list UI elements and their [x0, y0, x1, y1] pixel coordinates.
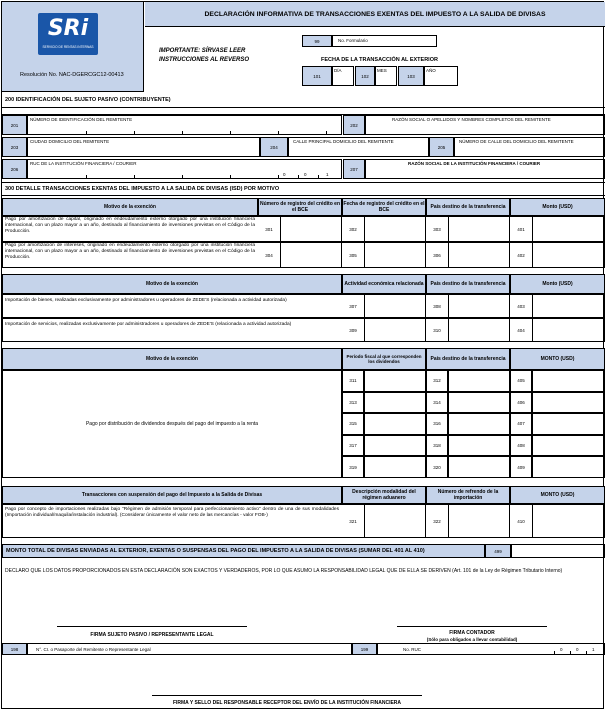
month-field[interactable]: [375, 66, 397, 86]
ruc2-suffix-2: 1: [592, 647, 595, 652]
field-402[interactable]: [532, 242, 605, 268]
code-205: 205: [429, 137, 454, 157]
b1-row2-motive: Pago por amortización de intereses, originado en endeudamiento externo otorgado por una institución financiera internacional, con un plazo mayor a un año, destinado al financiamiento de inversiones previstas en el Código de la Producción.: [5, 243, 255, 260]
logo-subtitle: SERVICIO DE RENTAS INTERNAS: [42, 45, 94, 49]
field-308[interactable]: [448, 294, 510, 318]
ruc-suffix-1: 0: [304, 172, 307, 177]
form-number-code: 99: [302, 35, 332, 47]
field-316[interactable]: [448, 413, 510, 435]
b1-h-motivo: Motivo de la exención: [2, 198, 258, 216]
field-205[interactable]: [454, 137, 605, 157]
code-315: 315: [342, 413, 364, 435]
label-202: RAZÓN SOCIAL O APELLIDOS Y NOMBRES COMPLETOS DEL REMITENTE: [392, 117, 551, 122]
year-label: AÑO: [426, 68, 436, 73]
label-199: No. RUC: [403, 647, 422, 652]
day-code: 101: [302, 66, 332, 86]
field-301[interactable]: [280, 216, 342, 242]
field-204[interactable]: [288, 137, 429, 157]
code-406: 406: [510, 392, 532, 414]
code-408: 408: [510, 435, 532, 457]
year-code: 103: [398, 66, 424, 86]
code-405: 405: [510, 370, 532, 392]
code-303: 303: [433, 226, 441, 232]
day-field[interactable]: [332, 66, 354, 86]
code-313: 313: [342, 392, 364, 414]
field-405[interactable]: [532, 370, 605, 392]
field-305[interactable]: [364, 242, 426, 268]
b3-h-motivo: Motivo de la exención: [2, 348, 342, 370]
code-301: 301: [265, 226, 273, 232]
code-401: 401: [517, 226, 525, 232]
code-404: 404: [517, 327, 525, 333]
field-310[interactable]: [448, 318, 510, 342]
field-404[interactable]: [532, 318, 605, 342]
field-401[interactable]: [532, 216, 605, 242]
field-199[interactable]: [377, 643, 605, 655]
b1-h-pais: País destino de la transferencia: [426, 198, 510, 216]
b2-h-pais: País destino de la transferencia: [426, 274, 510, 294]
code-306: 306: [433, 252, 441, 258]
field-201[interactable]: [27, 115, 342, 135]
label-205: NÚMERO DE CALLE DEL DOMICILIO DEL REMITENTE: [459, 139, 574, 144]
label-206: RUC DE LA INSTITUCIÓN FINANCIERA / COURIER: [30, 161, 137, 166]
b3-h-pais: País destino de la transferencia: [426, 348, 510, 370]
field-407[interactable]: [532, 413, 605, 435]
b2-row2-motive: Importación de servicios, realizadas exclusivamente por administradores u operadores de ZEDE'S (relacionada a actividad autorizada): [5, 322, 292, 327]
b1-h-monto: Monto (USD): [510, 198, 605, 216]
code-202: 202: [343, 115, 365, 135]
code-206: 206: [2, 159, 27, 179]
field-312[interactable]: [448, 370, 510, 392]
label-203: CIUDAD DOMICILIO DEL REMITENTE: [30, 139, 110, 144]
code-321: 321: [349, 518, 357, 524]
resolution-number: Resolución No. NAC-DGERCGC12-00413: [20, 72, 124, 78]
b4-h-refrendo: Número de refrendo de la importación: [426, 486, 510, 504]
label-204: CALLE PRINCIPAL DOMICILIO DEL REMITENTE: [293, 139, 394, 144]
label-207: RAZÓN SOCIAL DE LA INSTITUCIÓN FINANCIERA / COURIER: [408, 161, 541, 166]
signature-taxpayer: FIRMA SUJETO PASIVO / REPRESENTANTE LEGAL: [90, 632, 214, 638]
code-308: 308: [433, 303, 441, 309]
code-410: 410: [517, 518, 525, 524]
form-title: DECLARACIÓN INFORMATIVA DE TRANSACCIONES EXENTAS DEL IMPUESTO A LA SALIDA DE DIVISAS: [145, 2, 605, 27]
total-label: MONTO TOTAL DE DIVISAS ENVIADAS AL EXTERIOR, EXENTAS O SUSPENSAS DEL PAGO DEL IMPUESTO A LA SALIDA DE DIVISAS (SUMAR DEL 401 AL 410): [2, 544, 485, 558]
code-316: 316: [426, 413, 448, 435]
field-410[interactable]: [532, 504, 605, 538]
b3-motive: Pago por distribución de dividendos después del pago del impuesto a la renta: [2, 370, 342, 478]
code-314: 314: [426, 392, 448, 414]
field-206[interactable]: [27, 159, 342, 179]
code-309: 309: [349, 327, 357, 333]
b2-h-actividad: Actividad económica relacionada: [342, 274, 426, 294]
important-line-2: INSTRUCCIONES AL REVERSO: [159, 57, 250, 63]
field-311[interactable]: [364, 370, 426, 392]
code-304: 304: [265, 252, 273, 258]
form-page: [1, 1, 604, 709]
label-198: N°. CI. o Pasaporte del Remitente o Representante Legal: [36, 647, 151, 652]
logo-text: SRi: [47, 16, 89, 41]
signature-accountant: FIRMA CONTADOR: [449, 629, 495, 636]
code-318: 318: [426, 435, 448, 457]
year-field[interactable]: [424, 66, 458, 86]
code-305: 305: [349, 252, 357, 258]
field-318[interactable]: [448, 435, 510, 457]
field-321[interactable]: [364, 504, 426, 538]
code-207: 207: [343, 159, 365, 179]
code-198: 198: [2, 643, 27, 655]
code-402: 402: [517, 252, 525, 258]
field-303[interactable]: [448, 216, 510, 242]
section-200-title: 200 IDENTIFICACIÓN DEL SUJETO PASIVO (CONTRIBUYENTE): [2, 92, 605, 108]
b2-row1-motive: Importación de bienes, realizadas exclusivamente por administradores u operadores de ZEDE'S (relacionada a actividad autorizada): [5, 298, 287, 303]
date-title: FECHA DE LA TRANSACCIÓN AL EXTERIOR: [321, 57, 438, 63]
ruc-suffix-0: 0: [283, 172, 286, 177]
b1-h-numero: Número de registro del crédito en el BCE: [258, 198, 342, 216]
month-label: MES: [377, 68, 387, 73]
ruc-suffix-2: 1: [326, 172, 329, 177]
form-number-field[interactable]: [332, 35, 437, 47]
field-314[interactable]: [448, 392, 510, 414]
sri-logo: [38, 13, 98, 55]
ruc2-suffix-0: 0: [560, 647, 563, 652]
code-317: 317: [342, 435, 364, 457]
code-409: 409: [510, 456, 532, 478]
field-408[interactable]: [532, 435, 605, 457]
field-202[interactable]: [365, 115, 605, 135]
field-499[interactable]: [511, 544, 605, 558]
code-310: 310: [433, 327, 441, 333]
signature-receiver: FIRMA Y SELLO DEL RESPONSABLE RECEPTOR DEL ENVÍO DE LA INSTITUCIÓN FINANCIERA: [172, 700, 402, 706]
field-315[interactable]: [364, 413, 426, 435]
field-307[interactable]: [364, 294, 426, 318]
b2-h-motivo: Motivo de la exención: [2, 274, 342, 294]
signature-accountant-note: (Sólo para obligados a llevar contabilidad): [426, 636, 518, 642]
logo-panel: [2, 2, 144, 92]
code-307: 307: [349, 303, 357, 309]
code-312: 312: [426, 370, 448, 392]
field-406[interactable]: [532, 392, 605, 414]
form-number-label: No. Formulario: [338, 38, 368, 43]
field-309[interactable]: [364, 318, 426, 342]
b1-h-fecha: Fecha de registro del crédito en el BCE: [342, 198, 426, 216]
field-322[interactable]: [448, 504, 510, 538]
code-199: 199: [352, 643, 377, 655]
declaration-text: DECLARO QUE LOS DATOS PROPORCIONADOS EN ESTA DECLARACIÓN SON EXACTOS Y VERDADEROS, POR LO QUE ASUMO LA RESPONSABILIDAD LEGAL QUE DE ELLA SE DERIVEN (Art. 101 de la Ley de Régimen Tributario Interno): [5, 568, 563, 574]
section-300-title: 300 DETALLE TRANSACCIONES EXENTAS DEL IMPUESTO A LA SALIDA DE DIVISAS (ISD) POR MOTIVO: [2, 182, 605, 196]
field-403[interactable]: [532, 294, 605, 318]
field-306[interactable]: [448, 242, 510, 268]
field-198[interactable]: [27, 643, 352, 655]
code-201: 201: [2, 115, 27, 135]
b4-h-descripcion: Descripción modalidad del régimen aduanero: [342, 486, 426, 504]
field-409[interactable]: [532, 456, 605, 478]
code-311: 311: [342, 370, 364, 392]
label-201: NÚMERO DE IDENTIFICACIÓN DEL REMITENTE: [30, 117, 133, 122]
code-204: 204: [260, 137, 288, 157]
b4-h-monto: MONTO (USD): [510, 486, 605, 504]
field-320[interactable]: [448, 456, 510, 478]
code-499: 499: [485, 544, 511, 558]
field-319[interactable]: [364, 456, 426, 478]
field-302[interactable]: [364, 216, 426, 242]
code-403: 403: [517, 303, 525, 309]
b3-h-periodo: Período fiscal al que corresponden los dividendos: [342, 348, 426, 370]
field-203[interactable]: [27, 137, 260, 157]
field-317[interactable]: [364, 435, 426, 457]
day-label: DÍA: [334, 68, 342, 73]
field-304[interactable]: [280, 242, 342, 268]
b1-row1-motive: Pago por amortización de capital, originado en endeudamiento externo otorgado por una institución financiera internacional, con un plazo mayor a un año, destinado al financiamiento de inversiones previstas en el Código de la Producción.: [5, 217, 255, 234]
field-207[interactable]: [365, 159, 605, 179]
code-322: 322: [433, 518, 441, 524]
code-407: 407: [510, 413, 532, 435]
important-note: [159, 47, 249, 65]
code-302: 302: [349, 226, 357, 232]
code-203: 203: [2, 137, 27, 157]
ruc2-suffix-1: 0: [576, 647, 579, 652]
field-313[interactable]: [364, 392, 426, 414]
b2-h-monto: Monto (USD): [510, 274, 605, 294]
code-320: 320: [426, 456, 448, 478]
month-code: 102: [355, 66, 375, 86]
important-line-1: IMPORTANTE: SÍRVASE LEER: [159, 48, 246, 54]
b4-motive: Pago por concepto de importaciones realizadas bajo "Régimen de admisión temporal para perfeccionamiento activo" dentro de una de sus modalidades (Importación individual/maquila/instalación industrial). (Considerar únicamente el valor neto de las mercancías - valor FOB-): [5, 507, 339, 518]
code-319: 319: [342, 456, 364, 478]
b4-h-motivo: Transacciones con suspensión del pago del Impuesto a la Salida de Divisas: [2, 486, 342, 504]
b3-h-monto: MONTO (USD): [510, 348, 605, 370]
